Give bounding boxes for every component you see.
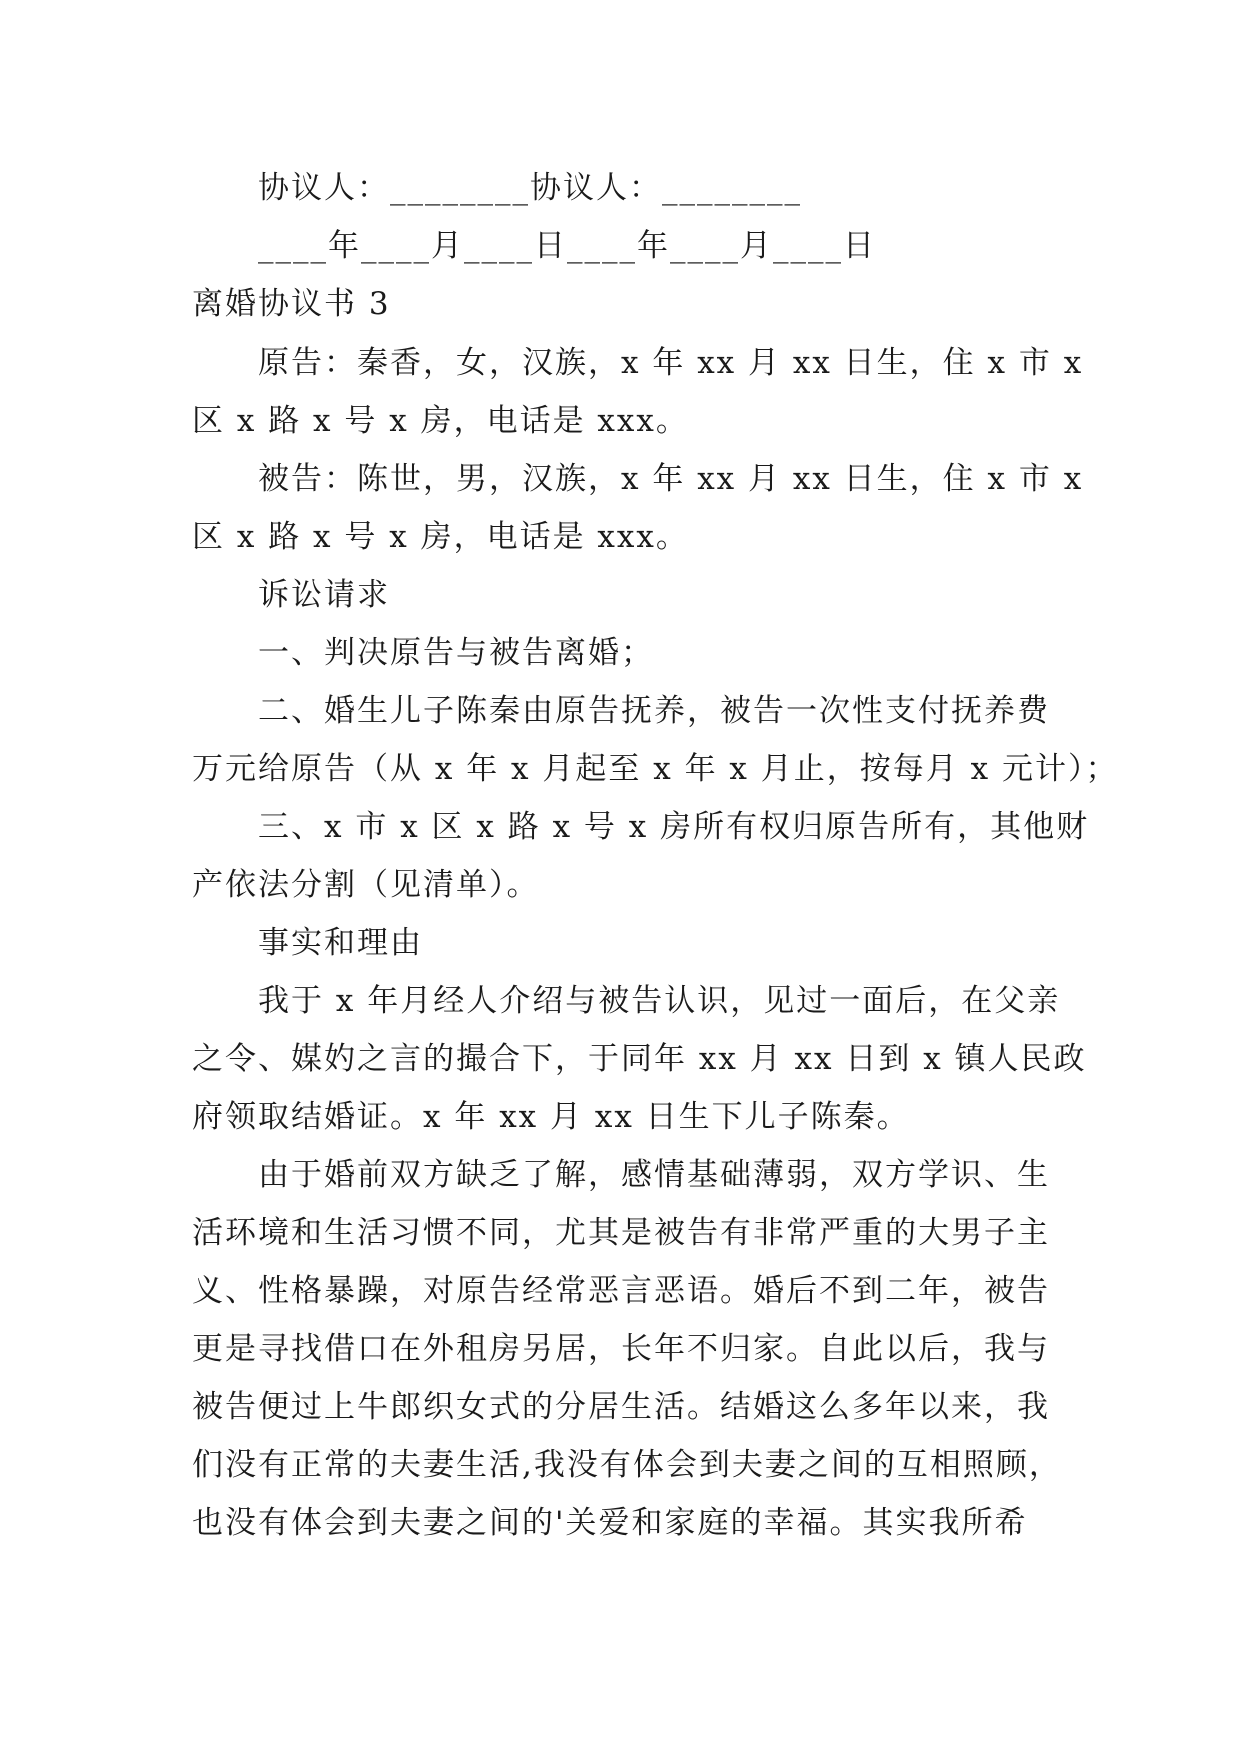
facts-para-1-line-2: 之令、媒妁之言的撮合下，于同年 xx 月 xx 日到 x 镇人民政 <box>192 1041 1087 1077</box>
facts-para-1-line-3: 府领取结婚证。x 年 xx 月 xx 日生下儿子陈秦。 <box>192 1099 910 1135</box>
defendant-line-1: 被告：陈世，男，汉族，x 年 xx 月 xx 日生，住 x 市 x <box>258 461 1084 497</box>
signature-line: 协议人：________协议人：________ <box>258 170 802 206</box>
date-line: ____年____月____日____年____月____日 <box>258 228 876 264</box>
claim-2-line-1: 二、婚生儿子陈秦由原告抚养，被告一次性支付抚养费 <box>258 693 1050 729</box>
facts-para-2-line-2: 活环境和生活习惯不同，尤其是被告有非常严重的大男子主 <box>192 1215 1050 1251</box>
claim-1: 一、判决原告与被告离婚； <box>258 635 654 671</box>
plaintiff-line-2: 区 x 路 x 号 x 房，电话是 xxx。 <box>192 403 689 439</box>
facts-para-2-line-1: 由于婚前双方缺乏了解，感情基础薄弱，双方学识、生 <box>258 1157 1050 1193</box>
claim-3-line-2: 产依法分割（见清单）。 <box>192 867 540 903</box>
document-title: 离婚协议书 3 <box>192 286 391 322</box>
section-heading-claims: 诉讼请求 <box>258 577 390 613</box>
claim-2-line-2: 万元给原告（从 x 年 x 月起至 x 年 x 月止，按每月 x 元计）； <box>192 751 1119 787</box>
facts-para-2-line-3: 义、性格暴躁，对原告经常恶言恶语。婚后不到二年，被告 <box>192 1273 1050 1309</box>
facts-para-2-line-6: 们没有正常的夫妻生活,我没有体会到夫妻之间的互相照顾， <box>192 1447 1062 1483</box>
defendant-line-2: 区 x 路 x 号 x 房，电话是 xxx。 <box>192 519 689 555</box>
section-heading-facts: 事实和理由 <box>258 925 423 961</box>
facts-para-2-line-4: 更是寻找借口在外租房另居，长年不归家。自此以后，我与 <box>192 1331 1050 1367</box>
facts-para-1-line-1: 我于 x 年月经人介绍与被告认识，见过一面后，在父亲 <box>258 983 1061 1019</box>
claim-3-line-1: 三、x 市 x 区 x 路 x 号 x 房所有权归原告所有，其他财 <box>258 809 1090 845</box>
facts-para-2-line-7: 也没有体会到夫妻之间的'关爱和家庭的幸福。其实我所希 <box>192 1505 1028 1541</box>
facts-para-2-line-5: 被告便过上牛郎织女式的分居生活。结婚这么多年以来，我 <box>192 1389 1050 1425</box>
plaintiff-line-1: 原告：秦香，女，汉族，x 年 xx 月 xx 日生，住 x 市 x <box>258 345 1084 381</box>
